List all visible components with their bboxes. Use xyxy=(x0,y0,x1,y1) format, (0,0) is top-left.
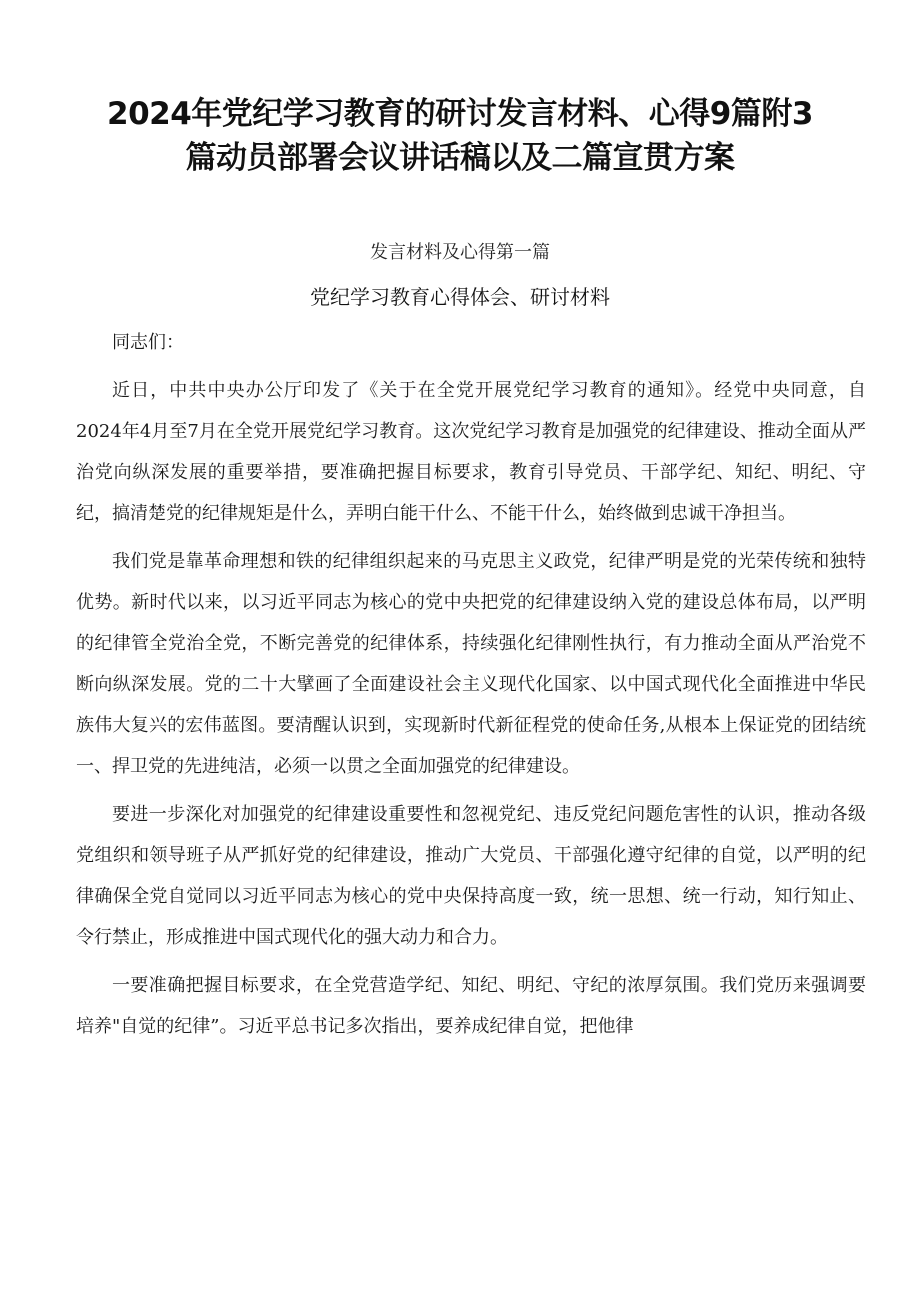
paragraph: 一要准确把握目标要求，在全党营造学纪、知纪、明纪、守纪的浓厚氛围。我们党历来强调要培养"自觉的纪律”。习近平总书记多次指出，要养成纪律自觉，把他律 xyxy=(76,975,866,1037)
paragraph: 要进一步深化对加强党的纪律建设重要性和忽视党纪、违反党纪问题危害性的认识，推动各级党组织和领导班子从严抓好党的纪律建设，推动广大党员、干部强化遵守纪律的自觉，以严明的纪律确保全党自觉同以习近平同志为核心的党中央保持高度一致，统一思想、统一行动，知行知止、令行禁止，形成推进中国式现代化的强大动力和合力。 xyxy=(76,804,866,948)
article-body xyxy=(76,322,866,1047)
document-title-line-1: 2024年党纪学习教育的研讨发言材料、心得9篇附3 xyxy=(107,96,813,132)
article-title: 党纪学习教育心得体会、研讨材料 xyxy=(310,285,610,309)
paragraph: 我们党是靠革命理想和铁的纪律组织起来的马克思主义政党，纪律严明是党的光荣传统和独特优势。新时代以来，以习近平同志为核心的党中央把党的纪律建设纳入党的建设总体布局，以严明的纪律管全党治全党，不断完善党的纪律体系，持续强化纪律刚性执行，有力推动全面从严治党不断向纵深发展。党的二十大擘画了全面建设社会主义现代化国家、以中国式现代化全面推进中华民族伟大复兴的宏伟蓝图。要清醒认识到，实现新时代新征程党的使命任务,从根本上保证党的团结统一、捍卫党的先进纯洁，必须一以贯之全面加强党的纪律建设。 xyxy=(76,551,866,777)
document-title-line-2: 篇动员部署会议讲话稿以及二篇宣贯方案 xyxy=(185,140,735,176)
section-label: 发言材料及心得第一篇 xyxy=(370,242,550,263)
paragraph: 近日，中共中央办公厅印发了《关于在全党开展党纪学习教育的通知》。经党中央同意，自2024年4月至7月在全党开展党纪学习教育。这次党纪学习教育是加强党的纪律建设、推动全面从严治党向纵深发展的重要举措，要准确把握目标要求，教育引导党员、干部学纪、知纪、明纪、守纪，搞清楚党的纪律规矩是什么，弄明白能干什么、不能干什么，始终做到忠诚干净担当。 xyxy=(76,380,866,524)
document-title xyxy=(60,92,860,180)
salutation: 同志们： xyxy=(112,332,184,353)
